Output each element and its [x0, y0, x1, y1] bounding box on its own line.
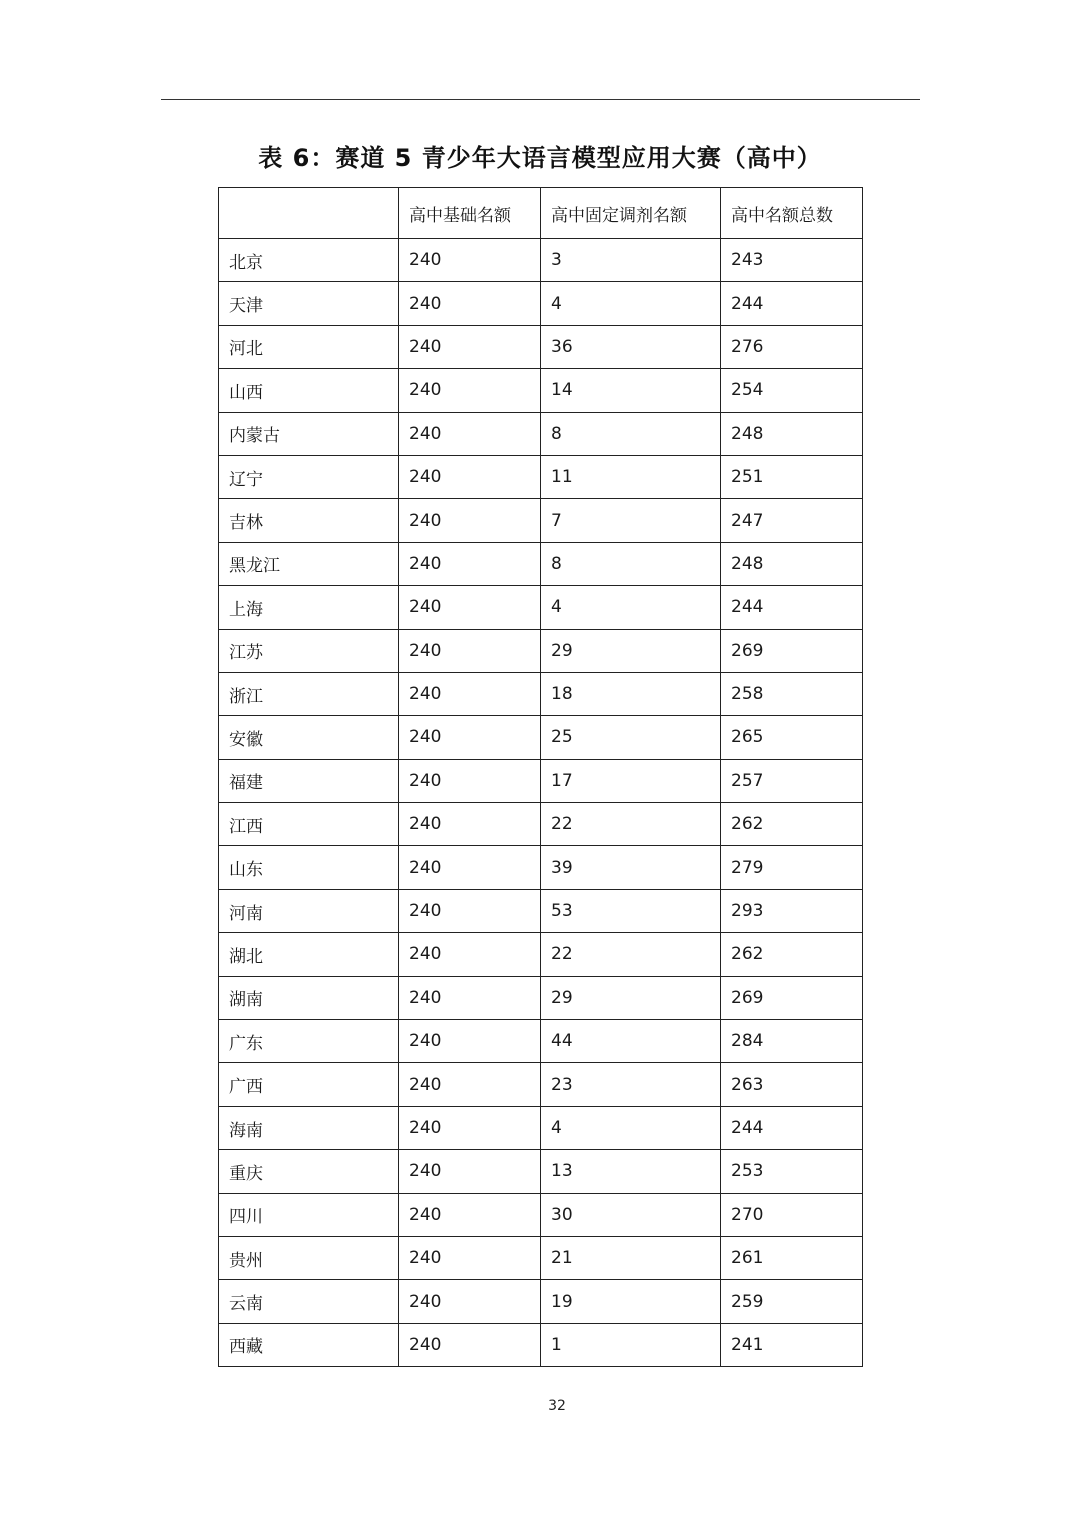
cell-region: 河北 [219, 325, 399, 368]
cell-region: 天津 [219, 282, 399, 325]
cell-total-quota: 244 [721, 282, 863, 325]
cell-region: 福建 [219, 759, 399, 802]
table-row [219, 1106, 863, 1149]
cell-base-quota: 240 [399, 1193, 541, 1236]
quota-table [218, 187, 863, 1367]
cell-region: 北京 [219, 239, 399, 282]
cell-total-quota: 263 [721, 1063, 863, 1106]
cell-adjust-quota: 36 [541, 325, 721, 368]
header-total-quota: 高中名额总数 [721, 188, 863, 239]
cell-adjust-quota: 23 [541, 1063, 721, 1106]
cell-base-quota: 240 [399, 239, 541, 282]
cell-region: 安徽 [219, 716, 399, 759]
cell-adjust-quota: 4 [541, 1106, 721, 1149]
cell-base-quota: 240 [399, 803, 541, 846]
cell-adjust-quota: 44 [541, 1020, 721, 1063]
cell-base-quota: 240 [399, 629, 541, 672]
cell-base-quota: 240 [399, 1020, 541, 1063]
cell-base-quota: 240 [399, 369, 541, 412]
cell-region: 海南 [219, 1106, 399, 1149]
cell-region: 山东 [219, 846, 399, 889]
table-row [219, 672, 863, 715]
cell-base-quota: 240 [399, 1280, 541, 1323]
cell-base-quota: 240 [399, 933, 541, 976]
cell-total-quota: 259 [721, 1280, 863, 1323]
table-row [219, 1150, 863, 1193]
cell-total-quota: 247 [721, 499, 863, 542]
table-row [219, 716, 863, 759]
cell-total-quota: 258 [721, 672, 863, 715]
cell-total-quota: 254 [721, 369, 863, 412]
table-row [219, 629, 863, 672]
table-row [219, 412, 863, 455]
cell-total-quota: 279 [721, 846, 863, 889]
cell-region: 浙江 [219, 672, 399, 715]
cell-adjust-quota: 22 [541, 803, 721, 846]
table-row [219, 499, 863, 542]
cell-base-quota: 240 [399, 1323, 541, 1366]
cell-total-quota: 251 [721, 455, 863, 498]
cell-region: 江苏 [219, 629, 399, 672]
cell-region: 西藏 [219, 1323, 399, 1366]
cell-adjust-quota: 14 [541, 369, 721, 412]
cell-base-quota: 240 [399, 586, 541, 629]
table-row [219, 1020, 863, 1063]
table-row [219, 1323, 863, 1366]
cell-adjust-quota: 39 [541, 846, 721, 889]
cell-adjust-quota: 8 [541, 412, 721, 455]
cell-total-quota: 244 [721, 586, 863, 629]
cell-region: 辽宁 [219, 455, 399, 498]
table-row [219, 239, 863, 282]
cell-region: 山西 [219, 369, 399, 412]
cell-region: 湖南 [219, 976, 399, 1019]
cell-base-quota: 240 [399, 976, 541, 1019]
cell-base-quota: 240 [399, 672, 541, 715]
table-row [219, 325, 863, 368]
cell-region: 云南 [219, 1280, 399, 1323]
cell-base-quota: 240 [399, 716, 541, 759]
cell-base-quota: 240 [399, 455, 541, 498]
cell-adjust-quota: 4 [541, 586, 721, 629]
cell-base-quota: 240 [399, 325, 541, 368]
cell-region: 四川 [219, 1193, 399, 1236]
cell-region: 上海 [219, 586, 399, 629]
cell-base-quota: 240 [399, 759, 541, 802]
cell-region: 河南 [219, 889, 399, 932]
table-row [219, 282, 863, 325]
cell-region: 广西 [219, 1063, 399, 1106]
cell-base-quota: 240 [399, 1106, 541, 1149]
cell-base-quota: 240 [399, 542, 541, 585]
cell-region: 湖北 [219, 933, 399, 976]
cell-total-quota: 262 [721, 803, 863, 846]
cell-region: 吉林 [219, 499, 399, 542]
cell-adjust-quota: 22 [541, 933, 721, 976]
header-adjust-quota: 高中固定调剂名额 [541, 188, 721, 239]
cell-adjust-quota: 19 [541, 1280, 721, 1323]
cell-total-quota: 248 [721, 412, 863, 455]
header-region [219, 188, 399, 239]
table-row [219, 759, 863, 802]
cell-base-quota: 240 [399, 1150, 541, 1193]
cell-base-quota: 240 [399, 499, 541, 542]
cell-base-quota: 240 [399, 889, 541, 932]
cell-adjust-quota: 21 [541, 1236, 721, 1279]
table-row [219, 1063, 863, 1106]
cell-adjust-quota: 11 [541, 455, 721, 498]
cell-total-quota: 276 [721, 325, 863, 368]
table-row [219, 586, 863, 629]
cell-total-quota: 269 [721, 629, 863, 672]
cell-total-quota: 270 [721, 1193, 863, 1236]
cell-region: 重庆 [219, 1150, 399, 1193]
table-row [219, 803, 863, 846]
table-row [219, 369, 863, 412]
table-row [219, 846, 863, 889]
cell-adjust-quota: 1 [541, 1323, 721, 1366]
cell-adjust-quota: 25 [541, 716, 721, 759]
cell-base-quota: 240 [399, 1063, 541, 1106]
table-row [219, 1280, 863, 1323]
cell-adjust-quota: 29 [541, 629, 721, 672]
table-row [219, 976, 863, 1019]
cell-region: 内蒙古 [219, 412, 399, 455]
cell-adjust-quota: 53 [541, 889, 721, 932]
table-row [219, 1236, 863, 1279]
cell-adjust-quota: 29 [541, 976, 721, 1019]
cell-adjust-quota: 30 [541, 1193, 721, 1236]
table-title: 表 6：赛道 5 青少年大语言模型应用大赛（高中） [258, 144, 822, 172]
table-row [219, 542, 863, 585]
cell-total-quota: 248 [721, 542, 863, 585]
cell-total-quota: 269 [721, 976, 863, 1019]
header-rule [161, 99, 920, 100]
cell-total-quota: 244 [721, 1106, 863, 1149]
cell-base-quota: 240 [399, 1236, 541, 1279]
table-row [219, 933, 863, 976]
cell-total-quota: 293 [721, 889, 863, 932]
cell-adjust-quota: 8 [541, 542, 721, 585]
cell-adjust-quota: 4 [541, 282, 721, 325]
cell-total-quota: 262 [721, 933, 863, 976]
header-base-quota: 高中基础名额 [399, 188, 541, 239]
cell-adjust-quota: 13 [541, 1150, 721, 1193]
cell-adjust-quota: 17 [541, 759, 721, 802]
cell-region: 贵州 [219, 1236, 399, 1279]
cell-total-quota: 261 [721, 1236, 863, 1279]
cell-total-quota: 265 [721, 716, 863, 759]
table-header-row [219, 188, 863, 239]
cell-total-quota: 243 [721, 239, 863, 282]
page-number: 32 [548, 1398, 566, 1414]
cell-region: 黑龙江 [219, 542, 399, 585]
cell-total-quota: 253 [721, 1150, 863, 1193]
table-body [219, 239, 863, 1367]
cell-base-quota: 240 [399, 412, 541, 455]
cell-total-quota: 284 [721, 1020, 863, 1063]
cell-region: 江西 [219, 803, 399, 846]
cell-total-quota: 257 [721, 759, 863, 802]
cell-base-quota: 240 [399, 282, 541, 325]
cell-total-quota: 241 [721, 1323, 863, 1366]
cell-adjust-quota: 3 [541, 239, 721, 282]
cell-adjust-quota: 18 [541, 672, 721, 715]
table-row [219, 889, 863, 932]
table-row [219, 1193, 863, 1236]
cell-region: 广东 [219, 1020, 399, 1063]
cell-base-quota: 240 [399, 846, 541, 889]
cell-adjust-quota: 7 [541, 499, 721, 542]
table-row [219, 455, 863, 498]
